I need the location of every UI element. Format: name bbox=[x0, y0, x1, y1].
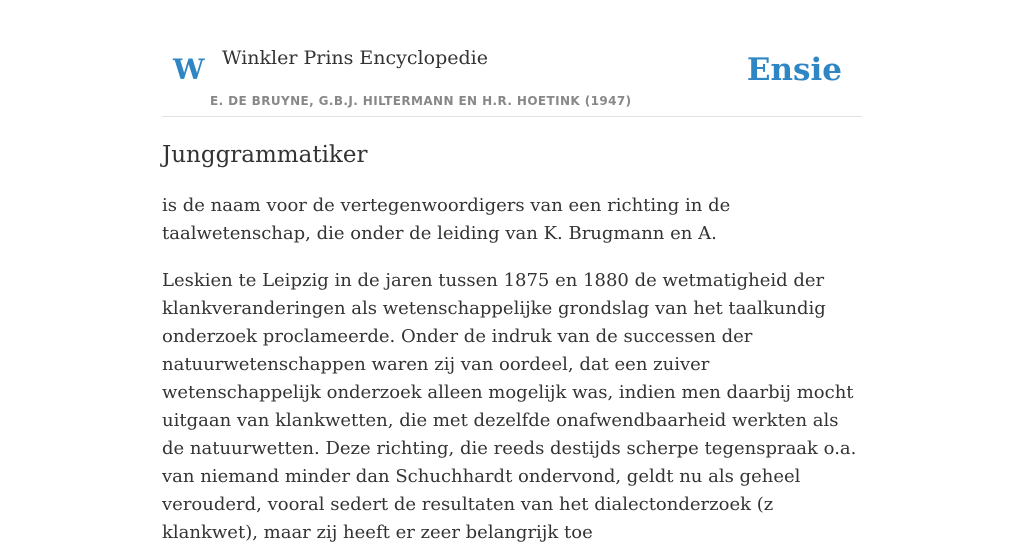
source-authors: E. DE BRUYNE, G.B.J. HILTERMANN EN H.R. HOETINK (1947) bbox=[210, 94, 632, 108]
article-title: Junggrammatiker bbox=[162, 142, 368, 168]
winkler-prins-logo[interactable]: W bbox=[173, 53, 205, 86]
article-paragraph: Leskien te Leipzig in de jaren tussen 1875 en 1880 de wetmatigheid der klankveranderingen als wetenschappelijke grondslag van het taalkundig onderzoek proclameerde. Onder de indruk van de successen der natuurwetenschappen waren zij van oordeel, dat een zuiver wetenschappelijk onderzoek alleen mogelijk was, indien men daarbij mocht uitgaan van klankwetten, die met dezelfde onafwendbaarheid werkten als de natuurwetten. Deze richting, die reeds destijds scherpe tegenspraak o.a. van niemand minder dan Schuchhardt ondervond, geldt nu als geheel verouderd, vooral sedert de resultaten van het dialectonderzoek (z klankwet), maar zij heeft er zeer belangrijk toe bbox=[162, 270, 857, 543]
source-title[interactable]: Winkler Prins Encyclopedie bbox=[222, 47, 488, 69]
article-paragraph: is de naam voor de vertegenwoordigers van een richting in de taalwetenschap, die onder de leiding van K. Brugmann en A. bbox=[162, 195, 731, 244]
article-page bbox=[162, 0, 862, 543]
ensie-brand-logo[interactable]: Ensie bbox=[746, 52, 842, 88]
source-header bbox=[162, 0, 862, 117]
